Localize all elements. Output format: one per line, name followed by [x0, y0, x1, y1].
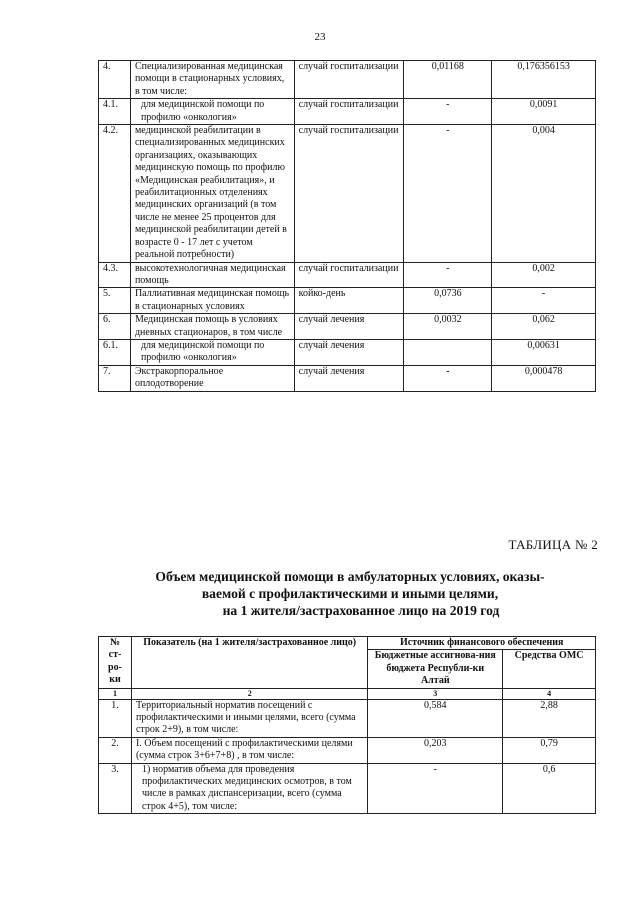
row-indicator: Экстракорпоральное оплодотворение [130, 365, 294, 391]
table-row [99, 339, 596, 365]
row-value-oms: 0,0091 [492, 99, 596, 125]
row-value-oms: 0,004 [492, 125, 596, 262]
row-value-oms: 0,176356153 [492, 61, 596, 99]
column-number: 2 [131, 688, 367, 699]
table-2-title [110, 568, 590, 619]
row-number: 4.1. [99, 99, 131, 125]
row-value-oms: - [492, 288, 596, 314]
row-value-budget: - [404, 365, 492, 391]
row-value-oms: 0,79 [503, 737, 596, 763]
row-unit: случай госпитализации [294, 61, 404, 99]
title-line-3: на 1 жителя/застрахованное лицо на 2019 год [222, 603, 500, 618]
row-unit: койко-день [294, 288, 404, 314]
row-number: 4.2. [99, 125, 131, 262]
row-value-budget: - [404, 125, 492, 262]
page-number: 23 [314, 31, 326, 43]
row-number: 6. [99, 314, 131, 340]
row-indicator: медицинской реабилитации в специализированных медицинских организациях, оказывающих медицинскую помощь по профилю «Медицинская реабилитация», и реабилитационных отделениях медицинских организаций (в том числе не менее 25 процентов для медицинской реабилитации детей в возрасте 0 - 17 лет с учетом реальной потребности) [130, 125, 294, 262]
row-unit: случай госпитализации [294, 99, 404, 125]
volume-table-continued [98, 60, 596, 392]
title-line-1: Объем медицинской помощи в амбулаторных условиях, оказы- [155, 569, 545, 584]
row-number: 2. [99, 737, 132, 763]
title-line-2: ваемой с профилактическими и иными целями, [201, 586, 499, 601]
row-number: 4. [99, 61, 131, 99]
row-value-budget: 0,203 [368, 737, 503, 763]
table-row [99, 125, 596, 262]
row-unit: случай лечения [294, 339, 404, 365]
row-value-budget: 0,584 [368, 699, 503, 737]
ambulatory-volume-table [98, 636, 596, 814]
row-indicator: I. Объем посещений с профилактическими целями (сумма строк 3+6+7+8) , в том числе: [131, 737, 367, 763]
table-row [99, 365, 596, 391]
table-2-label: ТАБЛИЦА № 2 [508, 537, 598, 552]
row-value-oms: 0,000478 [492, 365, 596, 391]
table-row [99, 737, 596, 763]
table-row [99, 288, 596, 314]
header-indicator: Показатель (на 1 жителя/застрахованное лицо) [131, 637, 367, 689]
table-row [99, 314, 596, 340]
row-indicator: 1) норматив объема для проведения профилактических медицинских осмотров, в том числе в рамках диспансеризации, всего (сумма строк 4+5), том числе: [131, 763, 367, 814]
row-value-budget: - [368, 763, 503, 814]
header-oms: Средства ОМС [503, 650, 596, 688]
row-indicator: Паллиативная медицинская помощь в стационарных условиях [130, 288, 294, 314]
table-row [99, 262, 596, 288]
row-indicator: высокотехнологичная медицинская помощь [130, 262, 294, 288]
row-value-budget [404, 339, 492, 365]
row-value-budget: - [404, 99, 492, 125]
row-unit: случай госпитализации [294, 262, 404, 288]
row-indicator: для медицинской помощи по профилю «онкология» [130, 99, 294, 125]
row-value-oms: 0,6 [503, 763, 596, 814]
table-row [99, 763, 596, 814]
column-number: 4 [503, 688, 596, 699]
row-indicator: Медицинская помощь в условиях дневных стационаров, в том числе [130, 314, 294, 340]
row-value-budget: - [404, 262, 492, 288]
row-number: 7. [99, 365, 131, 391]
header-row-number: № ст-ро-ки [99, 637, 132, 689]
row-indicator: Специализированная медицинская помощи в стационарных условиях, в том числе: [130, 61, 294, 99]
row-number: 5. [99, 288, 131, 314]
row-unit: случай госпитализации [294, 125, 404, 262]
row-number: 6.1. [99, 339, 131, 365]
row-value-oms: 0,062 [492, 314, 596, 340]
row-value-budget: 0,01168 [404, 61, 492, 99]
table-row [99, 699, 596, 737]
row-value-budget: 0,0032 [404, 314, 492, 340]
row-unit: случай лечения [294, 314, 404, 340]
row-value-budget: 0,0736 [404, 288, 492, 314]
row-value-oms: 0,002 [492, 262, 596, 288]
row-number: 3. [99, 763, 132, 814]
row-unit: случай лечения [294, 365, 404, 391]
column-number: 1 [99, 688, 132, 699]
header-budget: Бюджетные ассигнова-ния бюджета Республи-ки Алтай [368, 650, 503, 688]
row-indicator: Территориальный норматив посещений с профилактическими и иными целями, всего (сумма строк 2+9), в том числе: [131, 699, 367, 737]
row-value-oms: 2,88 [503, 699, 596, 737]
row-value-oms: 0,00631 [492, 339, 596, 365]
row-indicator: для медицинской помощи по профилю «онкология» [130, 339, 294, 365]
column-number: 3 [368, 688, 503, 699]
row-number: 4.3. [99, 262, 131, 288]
row-number: 1. [99, 699, 132, 737]
table-row [99, 99, 596, 125]
header-funding-source: Источник финансового обеспечения [368, 637, 596, 650]
table-row [99, 61, 596, 99]
